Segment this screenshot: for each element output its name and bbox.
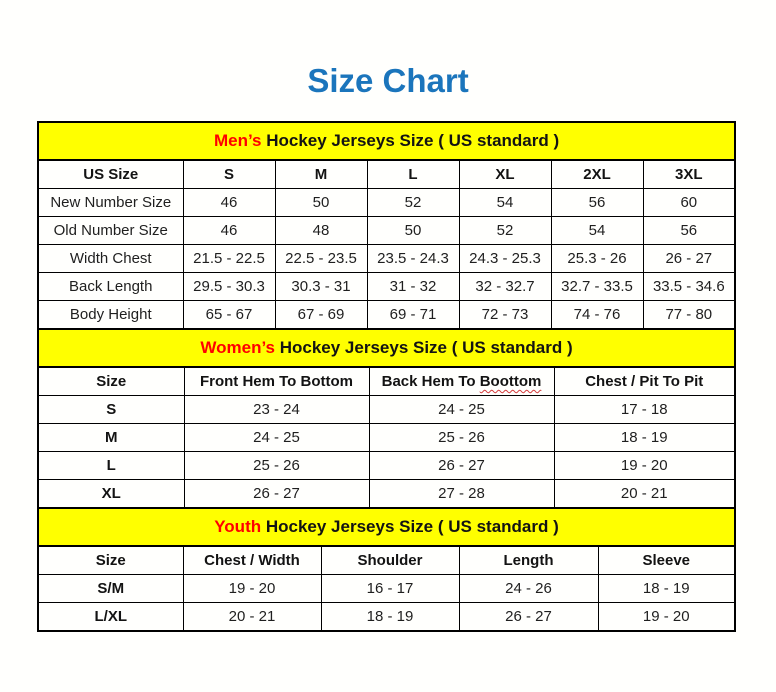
size-value: 46	[183, 189, 275, 217]
size-value: 74 - 76	[551, 301, 643, 330]
row-label: L/XL	[38, 603, 183, 632]
size-value: 56	[551, 189, 643, 217]
column-header: Chest / Width	[183, 546, 321, 575]
size-value: 22.5 - 23.5	[275, 245, 367, 273]
column-header: Sleeve	[598, 546, 735, 575]
table-row	[38, 189, 735, 217]
size-value: 26 - 27	[643, 245, 735, 273]
column-header: Back Hem To Boottom	[369, 367, 554, 396]
size-value: 26 - 27	[459, 603, 598, 632]
size-value: 31 - 32	[367, 273, 459, 301]
youth-band-title	[38, 508, 735, 546]
row-label: Width Chest	[38, 245, 183, 273]
mens-band-title	[38, 122, 735, 160]
size-value: 52	[367, 189, 459, 217]
section-band-row	[38, 122, 735, 160]
table-row	[38, 424, 735, 452]
column-header: S	[183, 160, 275, 189]
size-value: 19 - 20	[183, 575, 321, 603]
size-value: 24 - 26	[459, 575, 598, 603]
size-value: 23 - 24	[184, 396, 369, 424]
size-value: 26 - 27	[184, 480, 369, 509]
header-row	[38, 160, 735, 189]
size-value: 46	[183, 217, 275, 245]
size-value: 30.3 - 31	[275, 273, 367, 301]
size-value: 60	[643, 189, 735, 217]
size-value: 32.7 - 33.5	[551, 273, 643, 301]
row-label: Body Height	[38, 301, 183, 330]
size-value: 25 - 26	[369, 424, 554, 452]
size-value: 19 - 20	[598, 603, 735, 632]
band-highlight: Women’s	[200, 338, 275, 357]
size-tables-container	[37, 121, 734, 632]
table-row	[38, 603, 735, 632]
table-row	[38, 452, 735, 480]
size-value: 33.5 - 34.6	[643, 273, 735, 301]
size-value: 48	[275, 217, 367, 245]
column-header: L	[367, 160, 459, 189]
size-value: 69 - 71	[367, 301, 459, 330]
womens-band-title	[38, 329, 735, 367]
row-label: New Number Size	[38, 189, 183, 217]
table-row	[38, 217, 735, 245]
column-header: US Size	[38, 160, 183, 189]
size-value: 54	[459, 189, 551, 217]
size-value: 24.3 - 25.3	[459, 245, 551, 273]
size-value: 18 - 19	[321, 603, 459, 632]
table-row	[38, 480, 735, 509]
size-value: 18 - 19	[554, 424, 735, 452]
size-value: 54	[551, 217, 643, 245]
size-value: 23.5 - 24.3	[367, 245, 459, 273]
column-header: XL	[459, 160, 551, 189]
size-value: 25 - 26	[184, 452, 369, 480]
table-row	[38, 301, 735, 330]
size-value: 26 - 27	[369, 452, 554, 480]
row-label: XL	[38, 480, 184, 509]
mens-size-table	[37, 121, 736, 330]
column-header: 3XL	[643, 160, 735, 189]
size-value: 25.3 - 26	[551, 245, 643, 273]
band-rest: Hockey Jerseys Size ( US standard )	[261, 131, 560, 150]
row-label: S/M	[38, 575, 183, 603]
table-row	[38, 575, 735, 603]
row-label: Old Number Size	[38, 217, 183, 245]
size-value: 72 - 73	[459, 301, 551, 330]
youth-size-table	[37, 507, 736, 632]
size-value: 27 - 28	[369, 480, 554, 509]
section-band-row	[38, 508, 735, 546]
size-value: 67 - 69	[275, 301, 367, 330]
column-header: 2XL	[551, 160, 643, 189]
size-value: 32 - 32.7	[459, 273, 551, 301]
band-highlight: Youth	[214, 517, 262, 536]
table-row	[38, 396, 735, 424]
column-header: M	[275, 160, 367, 189]
size-value: 50	[275, 189, 367, 217]
row-label: M	[38, 424, 184, 452]
size-value: 65 - 67	[183, 301, 275, 330]
size-value: 52	[459, 217, 551, 245]
size-value: 20 - 21	[554, 480, 735, 509]
row-label: S	[38, 396, 184, 424]
header-row	[38, 367, 735, 396]
column-header: Front Hem To Bottom	[184, 367, 369, 396]
header-row	[38, 546, 735, 575]
size-value: 16 - 17	[321, 575, 459, 603]
size-value: 77 - 80	[643, 301, 735, 330]
band-rest: Hockey Jerseys Size ( US standard )	[275, 338, 573, 357]
size-value: 24 - 25	[184, 424, 369, 452]
size-value: 21.5 - 22.5	[183, 245, 275, 273]
section-band-row	[38, 329, 735, 367]
column-header: Length	[459, 546, 598, 575]
misspelled-word: Boottom	[479, 373, 542, 390]
column-header: Shoulder	[321, 546, 459, 575]
table-row	[38, 273, 735, 301]
column-header: Size	[38, 367, 184, 396]
row-label: L	[38, 452, 184, 480]
size-value: 17 - 18	[554, 396, 735, 424]
column-header: Chest / Pit To Pit	[554, 367, 735, 396]
womens-size-table	[37, 328, 736, 509]
size-value: 18 - 19	[598, 575, 735, 603]
size-value: 50	[367, 217, 459, 245]
table-row	[38, 245, 735, 273]
column-header: Size	[38, 546, 183, 575]
size-value: 29.5 - 30.3	[183, 273, 275, 301]
band-highlight: Men’s	[213, 131, 262, 150]
page-title: Size Chart	[307, 62, 469, 99]
size-value: 56	[643, 217, 735, 245]
band-rest: Hockey Jerseys Size ( US standard )	[261, 517, 559, 536]
row-label: Back Length	[38, 273, 183, 301]
size-value: 20 - 21	[183, 603, 321, 632]
size-value: 24 - 25	[369, 396, 554, 424]
size-value: 19 - 20	[554, 452, 735, 480]
